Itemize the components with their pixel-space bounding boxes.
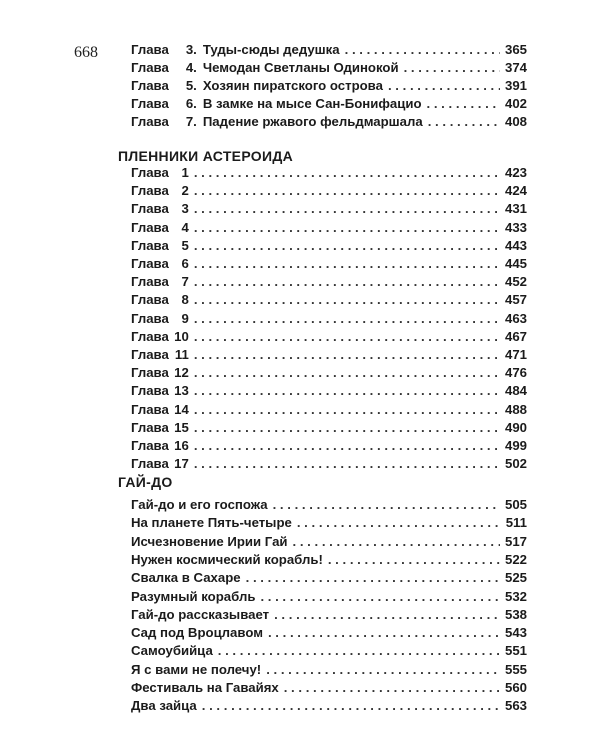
chapter-number: 14 xyxy=(174,401,189,417)
toc-entry[interactable] xyxy=(131,419,527,437)
chapter-word: Глава xyxy=(131,401,169,417)
chapter-word: Глава xyxy=(131,114,169,130)
toc-entry[interactable] xyxy=(131,113,527,131)
page-ref: 452 xyxy=(504,274,527,290)
chapter-title: Сад под Вроцлавом xyxy=(131,625,263,641)
chapter-number: 7 xyxy=(181,274,189,290)
page-ref: 423 xyxy=(504,165,527,180)
page-ref: 490 xyxy=(504,419,527,435)
toc-entry[interactable] xyxy=(131,59,527,77)
chapter-number: 3 xyxy=(181,201,189,217)
chapter-word: Глава xyxy=(131,365,169,381)
toc-entry[interactable] xyxy=(131,364,527,382)
chapter-title: Свалка в Сахаре xyxy=(131,570,241,586)
toc-entry[interactable] xyxy=(131,200,527,218)
dot-leader xyxy=(388,77,500,95)
page-ref: 502 xyxy=(504,456,527,472)
page-ref: 543 xyxy=(504,625,527,641)
toc-entry[interactable] xyxy=(131,382,527,400)
toc-entry[interactable] xyxy=(131,514,527,532)
chapter-word: Глава xyxy=(131,165,169,180)
dot-leader xyxy=(345,41,500,59)
toc-entry[interactable] xyxy=(131,273,527,291)
page-ref: 433 xyxy=(504,219,527,235)
chapter-number: 4. xyxy=(185,60,197,76)
chapter-word: Глава xyxy=(131,456,169,472)
toc-entry[interactable] xyxy=(131,255,527,273)
page-ref: 424 xyxy=(504,183,527,199)
chapter-word: Глава xyxy=(131,42,169,57)
toc-entry[interactable] xyxy=(131,606,527,624)
toc-entry[interactable] xyxy=(131,569,527,587)
chapter-title: Гай-до рассказывает xyxy=(131,606,270,622)
chapter-word: Глава xyxy=(131,78,169,94)
toc-entry[interactable] xyxy=(131,328,527,346)
chapter-word: Глава xyxy=(131,419,169,435)
dot-leader xyxy=(268,624,500,642)
dot-leader xyxy=(194,182,500,200)
chapter-word: Глава xyxy=(131,201,169,217)
page-ref: 560 xyxy=(504,680,527,695)
toc-entry[interactable] xyxy=(131,95,527,113)
toc-entry[interactable] xyxy=(131,679,527,697)
chapter-number: 16 xyxy=(174,438,189,453)
page-number: 668 xyxy=(74,44,98,61)
page-ref: 463 xyxy=(504,310,527,326)
dot-leader xyxy=(293,533,500,551)
chapter-title: Чемодан Светланы Одинокой xyxy=(202,60,399,76)
dot-leader xyxy=(194,328,500,346)
page-ref: 532 xyxy=(504,588,527,604)
chapter-title: Исчезновение Ирии Гай xyxy=(131,533,288,549)
page-ref: 538 xyxy=(504,606,527,622)
chapter-word: Глава xyxy=(131,438,169,453)
chapter-title: На планете Пять-четыре xyxy=(131,515,292,531)
dot-leader xyxy=(194,419,500,437)
dot-leader xyxy=(194,255,500,273)
dot-leader xyxy=(194,346,500,364)
page-ref: 402 xyxy=(504,96,527,112)
page-ref: 408 xyxy=(504,114,527,130)
page-ref: 555 xyxy=(504,661,527,677)
chapter-word: Глава xyxy=(131,96,169,112)
chapter-word: Глава xyxy=(131,256,169,271)
chapter-number: 5 xyxy=(181,237,189,253)
dot-leader xyxy=(194,164,500,182)
chapter-word: Глава xyxy=(131,237,169,253)
toc-entry[interactable] xyxy=(131,624,527,642)
page-ref: 445 xyxy=(504,256,527,271)
dot-leader xyxy=(328,551,500,569)
page-ref: 374 xyxy=(504,60,527,76)
chapter-number: 9 xyxy=(181,310,189,326)
dot-leader xyxy=(194,364,500,382)
dot-leader xyxy=(194,437,500,455)
page-ref: 488 xyxy=(504,401,527,417)
page-ref: 457 xyxy=(504,292,527,308)
chapter-title: Фестиваль на Гавайях xyxy=(131,680,279,695)
chapter-number: 4 xyxy=(181,219,189,235)
toc-entry[interactable] xyxy=(131,496,527,514)
chapter-number: 12 xyxy=(174,365,189,381)
dot-leader xyxy=(194,310,500,328)
dot-leader xyxy=(202,697,500,715)
dot-leader xyxy=(273,496,500,514)
chapter-word: Глава xyxy=(131,310,169,326)
dot-leader xyxy=(218,642,500,660)
chapter-word: Глава xyxy=(131,347,169,362)
dot-leader xyxy=(194,200,500,218)
chapter-number: 7. xyxy=(185,114,197,130)
dot-leader xyxy=(266,661,500,679)
toc-entry[interactable] xyxy=(131,346,527,364)
toc-entry[interactable] xyxy=(131,551,527,569)
page-ref: 522 xyxy=(504,551,527,567)
dot-leader xyxy=(260,588,500,606)
dot-leader xyxy=(246,569,500,587)
page-ref: 499 xyxy=(504,438,527,453)
toc-entry[interactable] xyxy=(131,661,527,679)
chapter-number: 15 xyxy=(174,419,189,435)
page-ref: 365 xyxy=(504,42,527,57)
toc-entry[interactable] xyxy=(131,291,527,309)
chapter-word: Глава xyxy=(131,383,169,399)
chapter-word: Глава xyxy=(131,183,169,199)
toc-entry[interactable] xyxy=(131,41,527,59)
page-ref: 471 xyxy=(504,347,527,362)
dot-leader xyxy=(284,679,500,697)
chapter-number: 10 xyxy=(174,328,189,344)
page-ref: 511 xyxy=(505,515,527,531)
chapter-title: В замке на мысе Сан-Бонифацио xyxy=(202,96,422,112)
dot-leader xyxy=(194,291,500,309)
chapter-title: Два зайца xyxy=(131,698,197,714)
toc-entry[interactable] xyxy=(131,310,527,328)
chapter-number: 5. xyxy=(185,78,197,94)
chapter-number: 6. xyxy=(185,96,197,112)
dot-leader xyxy=(194,273,500,291)
dot-leader xyxy=(194,219,500,237)
dot-leader xyxy=(404,59,500,77)
chapter-title: Я с вами не полечу! xyxy=(131,661,262,677)
chapter-number: 8 xyxy=(181,292,189,308)
chapter-word: Глава xyxy=(131,219,169,235)
page-ref: 443 xyxy=(504,237,527,253)
chapter-number: 1 xyxy=(181,165,189,180)
page-ref: 431 xyxy=(504,201,527,217)
page-ref: 476 xyxy=(504,365,527,381)
toc-entry[interactable] xyxy=(131,697,527,715)
dot-leader xyxy=(194,382,500,400)
section-heading: ПЛЕННИКИ АСТЕРОИДА xyxy=(118,148,294,164)
chapter-number: 6 xyxy=(181,256,189,271)
chapter-title: Самоубийца xyxy=(131,643,213,659)
dot-leader xyxy=(428,113,500,131)
dot-leader xyxy=(427,95,500,113)
toc-entry[interactable] xyxy=(131,164,527,182)
chapter-word: Глава xyxy=(131,292,169,308)
page-ref: 484 xyxy=(504,383,527,399)
page-ref: 551 xyxy=(504,643,527,659)
chapter-title: Хозяин пиратского острова xyxy=(202,78,383,94)
toc-entry[interactable] xyxy=(131,533,527,551)
dot-leader xyxy=(194,401,500,419)
dot-leader xyxy=(297,514,501,532)
dot-leader xyxy=(194,455,500,473)
chapter-number: 13 xyxy=(174,383,189,399)
page-ref: 505 xyxy=(504,497,527,512)
chapter-title: Гай-до и его госпожа xyxy=(131,497,268,512)
toc-entry[interactable] xyxy=(131,401,527,419)
toc-entry[interactable] xyxy=(131,437,527,455)
toc-entry[interactable] xyxy=(131,219,527,237)
page-ref: 525 xyxy=(504,570,527,586)
page-ref: 517 xyxy=(504,533,527,549)
toc-entry[interactable] xyxy=(131,77,527,95)
chapter-word: Глава xyxy=(131,60,169,76)
page-ref: 467 xyxy=(504,328,527,344)
chapter-number: 11 xyxy=(174,347,189,362)
chapter-number: 3. xyxy=(185,42,197,57)
dot-leader xyxy=(194,237,500,255)
chapter-title: Туды-сюды дедушка xyxy=(202,42,340,57)
toc-entry[interactable] xyxy=(131,237,527,255)
chapter-word: Глава xyxy=(131,274,169,290)
chapter-title: Нужен космический корабль! xyxy=(131,551,323,567)
toc-entry[interactable] xyxy=(131,642,527,660)
chapter-number: 2 xyxy=(181,183,189,199)
page-ref: 391 xyxy=(504,78,527,94)
toc-entry[interactable] xyxy=(131,455,527,473)
chapter-word: Глава xyxy=(131,328,169,344)
page-ref: 563 xyxy=(504,698,527,714)
chapter-title: Разумный корабль xyxy=(131,588,256,604)
toc-entry[interactable] xyxy=(131,182,527,200)
dot-leader xyxy=(274,606,500,624)
section-heading: ГАЙ-ДО xyxy=(118,474,173,490)
toc-entry[interactable] xyxy=(131,588,527,606)
chapter-number: 17 xyxy=(174,456,189,472)
chapter-title: Падение ржавого фельдмаршала xyxy=(202,114,423,130)
